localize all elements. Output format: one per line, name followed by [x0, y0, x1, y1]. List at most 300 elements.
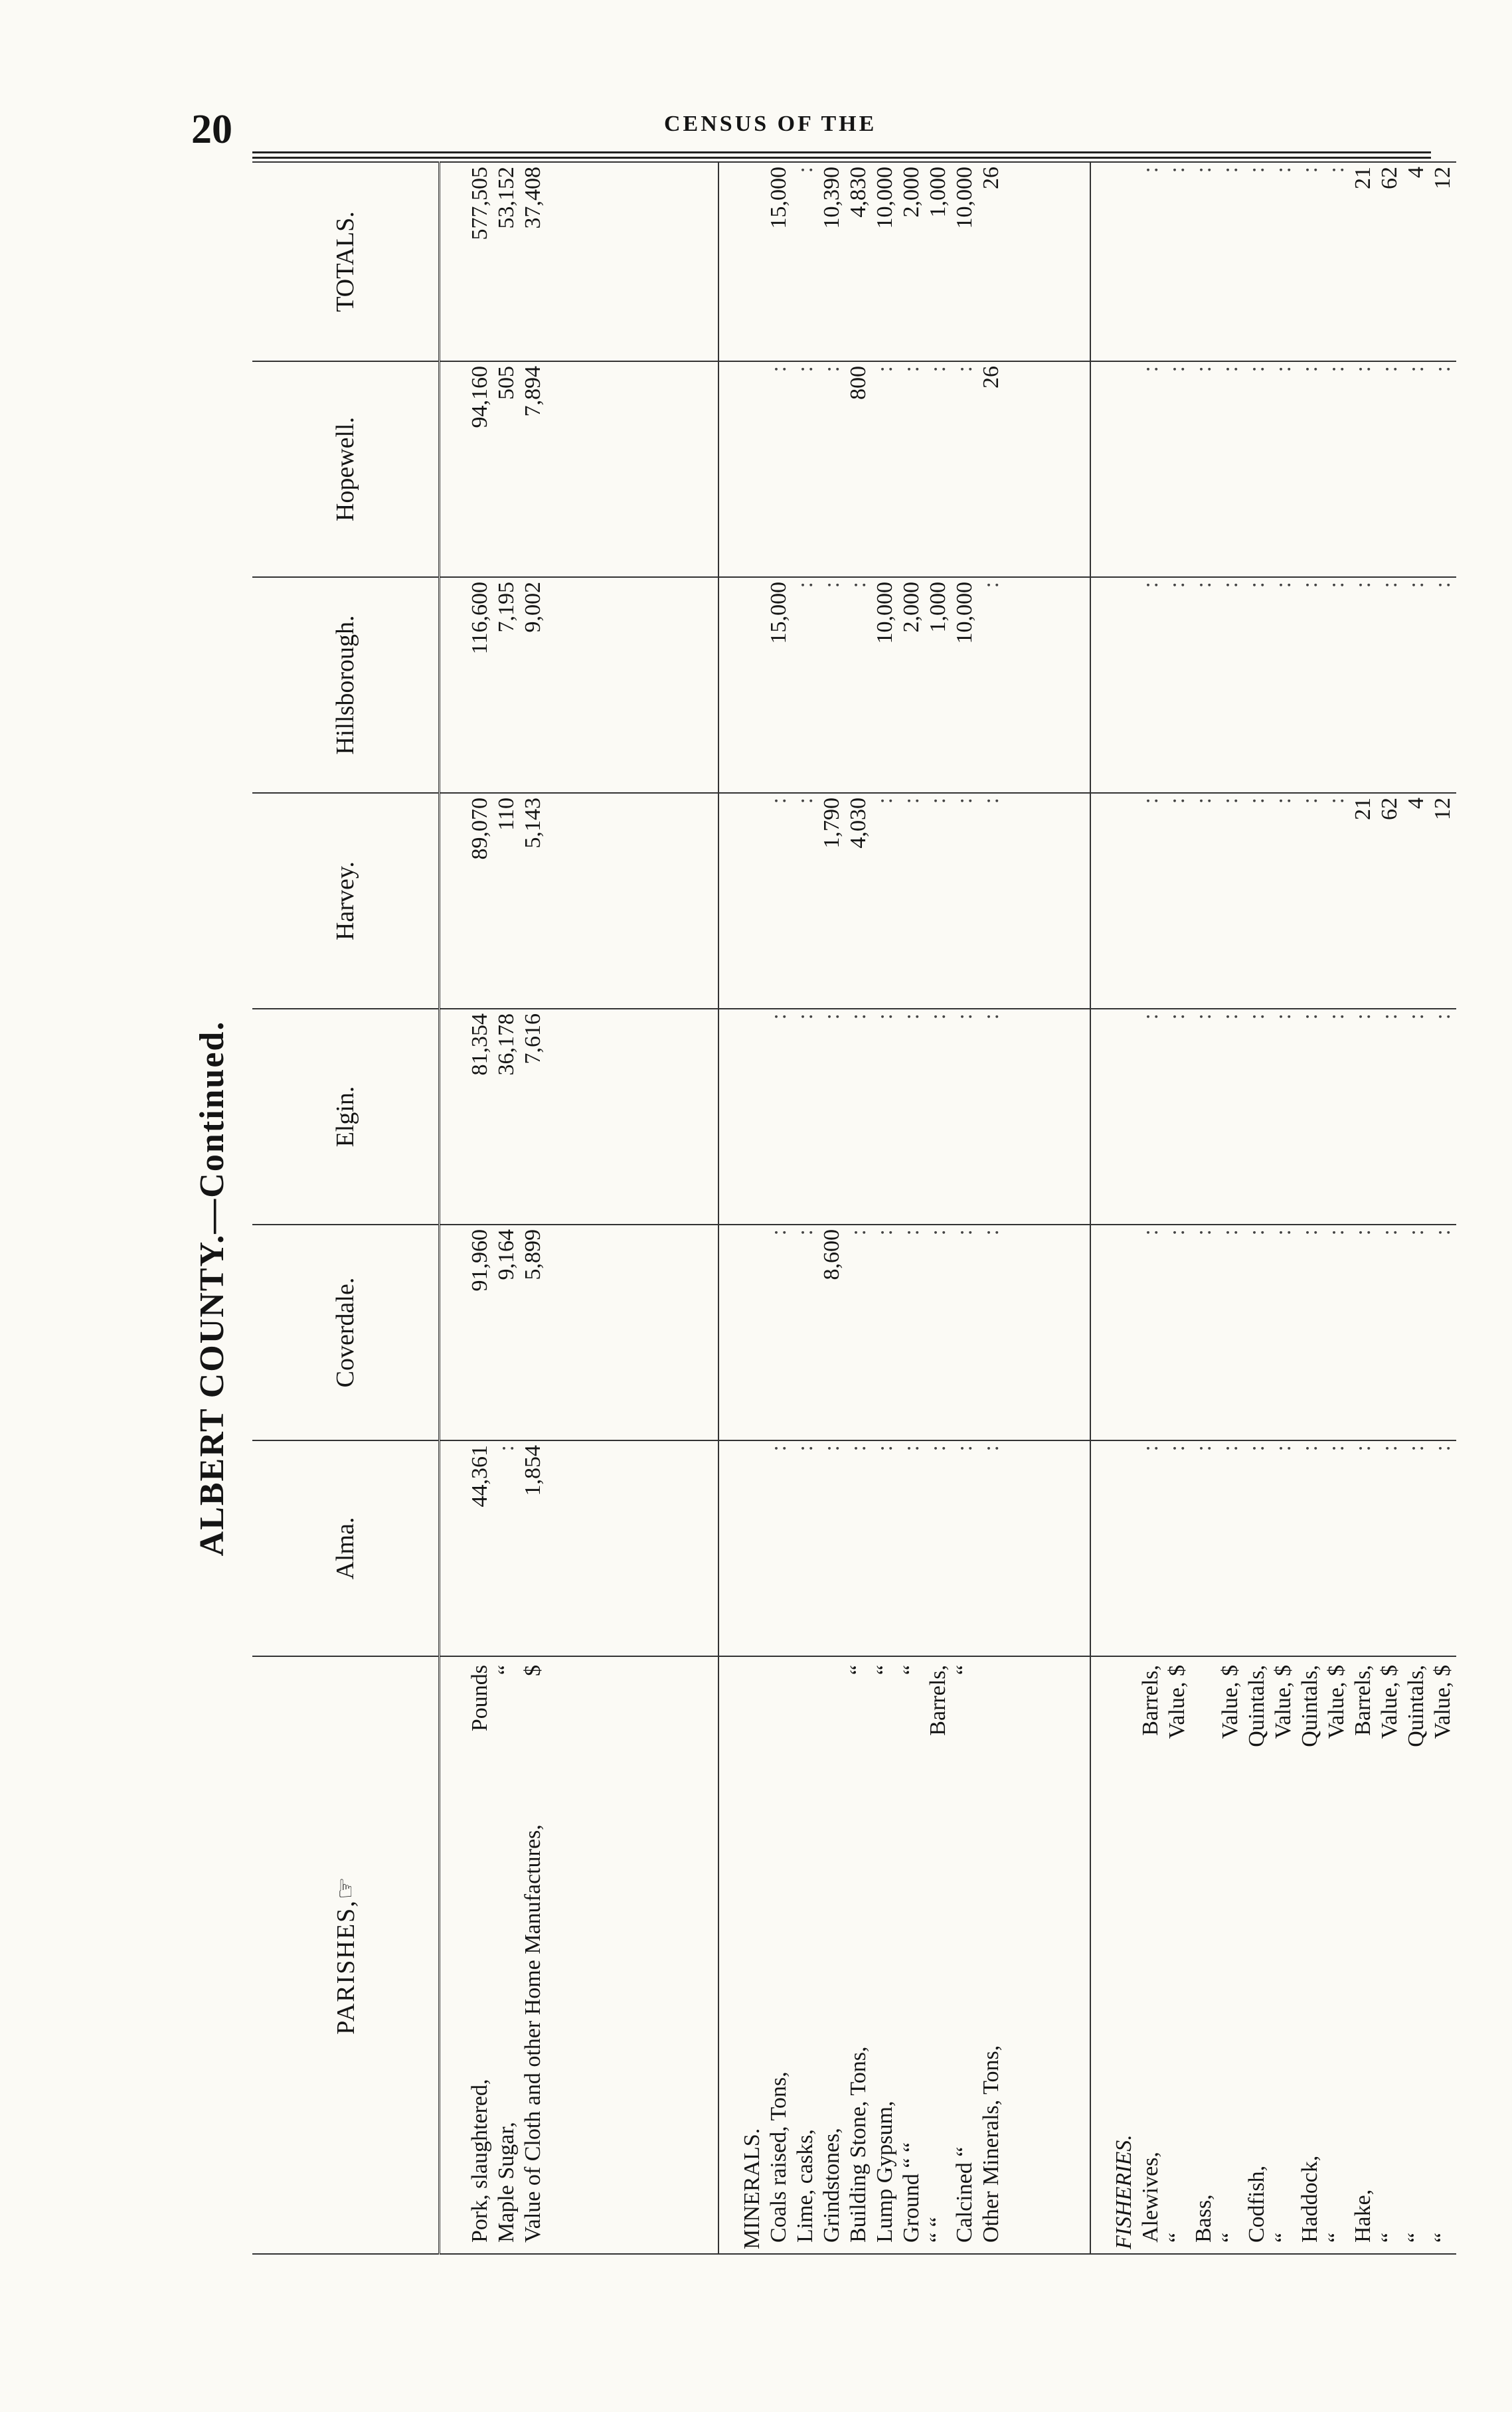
cell-value: : — [1403, 1013, 1428, 1020]
row-unit — [766, 1661, 792, 1665]
section-heading: FISHERIES. — [1111, 2134, 1136, 2249]
cell-value: : — [792, 798, 817, 804]
parish-value-cell — [440, 793, 718, 1009]
cell-value: : — [845, 1445, 871, 1452]
heading-spacer — [1111, 1445, 1137, 1652]
cell-value: : — [872, 366, 897, 373]
cell-value: 81,354 — [467, 1013, 492, 1076]
cell-value: : — [1350, 582, 1375, 588]
cell-value: : — [952, 1445, 977, 1452]
row-unit: Value, $ — [1430, 1665, 1455, 1739]
row-unit: Value, $ — [1323, 1665, 1349, 1739]
row-unit: “ — [898, 1665, 924, 1676]
cell-value: : — [952, 366, 977, 373]
cell-value: : — [1164, 798, 1189, 804]
cell-value: : — [1164, 582, 1189, 588]
cell-value: : — [1350, 366, 1375, 373]
cell-value: 9,164 — [494, 1229, 519, 1280]
total-value-cell — [1090, 162, 1456, 361]
cell-value: : — [1430, 1445, 1455, 1452]
row-label — [872, 1661, 898, 2249]
row-label — [1403, 1661, 1430, 2249]
cell-value: : — [1297, 582, 1322, 588]
cell-value: 110 — [494, 798, 519, 831]
cell-value: : — [792, 1229, 817, 1236]
cell-value: : — [898, 798, 924, 804]
row-unit: Barrels, — [1137, 1665, 1163, 1736]
heading-spacer — [1111, 798, 1137, 1004]
cell-value: : — [1217, 1445, 1242, 1452]
cell-value: : — [872, 1013, 897, 1020]
section-label-cell — [1090, 1656, 1456, 2254]
cell-value: : — [1403, 582, 1428, 588]
cell-value: 1,000 — [925, 167, 950, 218]
cell-value: : — [1430, 366, 1455, 373]
cell-value: 94,160 — [467, 366, 492, 428]
row-unit: Pounds — [467, 1665, 492, 1732]
cell-value: : — [1137, 1445, 1163, 1452]
cell-value: : — [1270, 1229, 1296, 1236]
cell-value: : — [872, 1445, 897, 1452]
row-label — [792, 1661, 819, 2249]
cell-value: : — [1430, 1229, 1455, 1236]
cell-value: 26 — [978, 366, 1003, 388]
cell-value: : — [819, 1013, 844, 1020]
cell-value: 62 — [1377, 167, 1402, 189]
parish-value-cell — [718, 1225, 1090, 1440]
cell-value: : — [1323, 167, 1349, 173]
cell-value: : — [1377, 1229, 1402, 1236]
row-label-text: Lime, casks, — [792, 2129, 817, 2243]
row-label — [1377, 1661, 1403, 2249]
cell-value: : — [1191, 1445, 1216, 1452]
cell-value: : — [1244, 1229, 1269, 1236]
heading-spacer — [739, 798, 766, 1004]
rotated-table-wrapper — [252, 163, 1455, 2255]
cell-value: : — [792, 582, 817, 588]
cell-value: 91,960 — [467, 1229, 492, 1292]
cell-value: : — [1323, 798, 1349, 804]
row-unit: “ — [872, 1665, 897, 1676]
row-unit: Quintals, — [1297, 1665, 1322, 1747]
row-label — [898, 1661, 925, 2249]
parish-value-cell — [718, 1440, 1090, 1656]
cell-value: : — [1350, 1013, 1375, 1020]
cell-value: : — [1297, 167, 1322, 173]
row-unit: Value, $ — [1377, 1665, 1402, 1739]
cell-value: 7,894 — [521, 366, 545, 417]
cell-value: : — [1323, 1445, 1349, 1452]
cell-value: 577,505 — [467, 167, 492, 240]
cell-value: : — [494, 1445, 519, 1452]
cell-value: : — [1137, 1013, 1163, 1020]
cell-value: 4 — [1403, 798, 1428, 809]
cell-value: : — [1244, 798, 1269, 804]
cell-value: : — [1323, 366, 1349, 373]
row-label — [1350, 1661, 1377, 2249]
parish-value-cell — [1090, 1009, 1456, 1225]
section-row — [718, 162, 1090, 2254]
cell-value: : — [1217, 167, 1242, 173]
cell-value: : — [898, 366, 924, 373]
row-label-text: Maple Sugar, — [494, 2122, 519, 2243]
heading-spacer — [1111, 1013, 1137, 1220]
cell-value: : — [1217, 798, 1242, 804]
cell-value: : — [792, 1013, 817, 1020]
cell-value: : — [1377, 1445, 1402, 1452]
row-label-text: Alewives, — [1137, 2152, 1163, 2243]
cell-value: : — [1217, 366, 1242, 373]
cell-value: 1,790 — [819, 798, 844, 849]
table-title: ALBERT COUNTY.—Continued. — [193, 1020, 231, 1557]
cell-value: : — [898, 1229, 924, 1236]
heading-spacer — [1111, 1229, 1137, 1436]
cell-value: : — [1164, 366, 1189, 373]
heading-spacer — [739, 1013, 766, 1220]
cell-value: : — [1164, 1229, 1189, 1236]
cell-value: : — [766, 1229, 791, 1236]
cell-value: : — [766, 1445, 791, 1452]
row-unit — [792, 1661, 819, 1665]
cell-value: : — [925, 366, 950, 373]
cell-value: : — [766, 798, 791, 804]
cell-value: 116,600 — [467, 582, 492, 655]
row-label-text: Codfish, — [1244, 2165, 1269, 2243]
cell-value: : — [1244, 167, 1269, 173]
row-label — [925, 1661, 952, 2249]
heading-spacer — [739, 167, 766, 357]
cell-value: 505 — [494, 366, 519, 400]
cell-value: 1,000 — [925, 582, 950, 633]
cell-value: 10,000 — [952, 167, 977, 229]
row-label-text: Pork, slaughtered, — [467, 2079, 492, 2243]
cell-value: : — [1191, 582, 1216, 588]
cell-value: : — [952, 1013, 977, 1020]
cell-value: : — [1191, 1229, 1216, 1236]
cell-value: 10,000 — [952, 582, 977, 644]
row-unit: Value, $ — [1164, 1665, 1189, 1739]
cell-value: : — [952, 798, 977, 804]
cell-value: : — [925, 798, 950, 804]
cell-value: : — [952, 1229, 977, 1236]
cell-value: : — [1323, 1229, 1349, 1236]
cell-value: 4,030 — [845, 798, 871, 849]
cell-value: : — [1270, 366, 1296, 373]
parish-header-coverdale: Coverdale. — [252, 1225, 440, 1440]
cell-value: : — [1164, 1013, 1189, 1020]
row-label — [978, 1661, 1005, 2249]
row-label — [1323, 1661, 1350, 2249]
parish-value-cell — [1090, 1440, 1456, 1656]
cell-value: : — [819, 582, 844, 588]
row-label — [845, 1661, 872, 2249]
cell-value: : — [792, 366, 817, 373]
cell-value: 2,000 — [898, 167, 924, 218]
cell-value: 10,390 — [819, 167, 844, 229]
cell-value: 15,000 — [766, 582, 791, 644]
cell-value: 7,195 — [494, 582, 519, 633]
cell-value: : — [1270, 167, 1296, 173]
cell-value: 12 — [1430, 798, 1455, 820]
cell-value: 15,000 — [766, 167, 791, 229]
row-label — [1137, 1661, 1164, 2249]
census-table — [252, 161, 1456, 2255]
row-label — [1270, 1661, 1297, 2249]
cell-value: : — [1297, 1229, 1322, 1236]
cell-value: : — [819, 1445, 844, 1452]
row-label — [1430, 1661, 1456, 2249]
parish-header-elgin: Elgin. — [252, 1009, 440, 1225]
cell-value: 8,600 — [819, 1229, 844, 1280]
cell-value: : — [1350, 1229, 1375, 1236]
section-label-cell — [718, 1656, 1090, 2254]
cell-value: : — [1270, 1445, 1296, 1452]
cell-value: 5,143 — [521, 798, 545, 849]
cell-value: 5,899 — [521, 1229, 545, 1280]
cell-value: : — [1403, 1229, 1428, 1236]
table-body — [440, 162, 1456, 2254]
row-label-text: “ — [1323, 2232, 1349, 2243]
row-label-text: Hake, — [1350, 2189, 1375, 2243]
cell-value: : — [1430, 1013, 1455, 1020]
row-label-text: Grindstones, — [819, 2128, 844, 2243]
row-label-text: Lump Gypsum, — [872, 2101, 897, 2243]
parish-header-hopewell: Hopewell. — [252, 361, 440, 577]
row-label-text: Haddock, — [1297, 2155, 1322, 2243]
cell-value: 36,178 — [494, 1013, 519, 1076]
cell-value: 4,830 — [845, 167, 871, 218]
cell-value: 26 — [978, 167, 1003, 189]
cell-value: 21 — [1350, 167, 1375, 189]
cell-value: : — [766, 366, 791, 373]
row-unit: Quintals, — [1244, 1665, 1269, 1747]
row-unit — [978, 1661, 1005, 1665]
cell-value: : — [925, 1229, 950, 1236]
cell-value: : — [1403, 366, 1428, 373]
row-unit — [819, 1661, 845, 1665]
section-row — [1090, 162, 1456, 2254]
cell-value: : — [1297, 798, 1322, 804]
heading-spacer — [1111, 167, 1137, 357]
parish-value-cell — [1090, 361, 1456, 577]
row-unit: Quintals, — [1403, 1665, 1428, 1747]
cell-value: : — [766, 1013, 791, 1020]
cell-value: 10,000 — [872, 582, 897, 644]
cell-value: : — [1270, 582, 1296, 588]
row-unit: “ — [845, 1665, 871, 1676]
row-label-text: “ — [1403, 2232, 1428, 2243]
cell-value: : — [845, 1013, 871, 1020]
row-label — [819, 1661, 845, 2249]
row-unit: “ — [494, 1665, 519, 1676]
parish-value-cell — [440, 361, 718, 577]
cell-value: : — [1164, 167, 1189, 173]
cell-value: : — [819, 366, 844, 373]
cell-value: : — [1137, 582, 1163, 588]
cell-value: : — [1350, 1445, 1375, 1452]
cell-value: : — [792, 167, 817, 173]
title-container — [193, 790, 246, 1786]
cell-value: 9,002 — [521, 582, 545, 633]
cell-value: 21 — [1350, 798, 1375, 820]
parish-value-cell — [1090, 1225, 1456, 1440]
cell-value: : — [1191, 366, 1216, 373]
row-label-text: Building Stone, Tons, — [845, 2046, 871, 2243]
cell-value: : — [1377, 366, 1402, 373]
cell-value: : — [1217, 582, 1242, 588]
heading-spacer — [1111, 366, 1137, 572]
cell-value: 89,070 — [467, 798, 492, 860]
cell-value: : — [978, 1013, 1003, 1020]
cell-value: : — [1191, 167, 1216, 173]
row-label-text: “ — [1270, 2232, 1296, 2243]
cell-value: : — [1191, 1013, 1216, 1020]
totals-header: TOTALS. — [252, 162, 440, 361]
cell-value: 4 — [1403, 167, 1428, 178]
cell-value: : — [1191, 798, 1216, 804]
cell-value: 62 — [1377, 798, 1402, 820]
row-unit: Value, $ — [1270, 1665, 1296, 1739]
cell-value: : — [1217, 1013, 1242, 1020]
row-label — [766, 1661, 792, 2249]
cell-value: : — [1217, 1229, 1242, 1236]
cell-value: : — [1137, 798, 1163, 804]
parish-value-cell — [440, 1009, 718, 1225]
parish-value-cell — [440, 1225, 718, 1440]
cell-value: 2,000 — [898, 582, 924, 633]
cell-value: : — [978, 798, 1003, 804]
table-frame — [252, 163, 1455, 2255]
cell-value: : — [1323, 582, 1349, 588]
cell-value: : — [872, 1229, 897, 1236]
heading-spacer — [739, 1445, 766, 1652]
heading-spacer — [739, 1229, 766, 1436]
total-value-cell — [440, 162, 718, 361]
cell-value: : — [1377, 582, 1402, 588]
row-label-text: “ — [1164, 2232, 1189, 2243]
parish-value-cell — [1090, 793, 1456, 1009]
cell-value: : — [1137, 167, 1163, 173]
cell-value: : — [978, 1445, 1003, 1452]
cell-value: 1,854 — [521, 1445, 545, 1496]
row-unit: “ — [952, 1665, 977, 1676]
row-unit: $ — [521, 1665, 545, 1676]
cell-value: : — [978, 1229, 1003, 1236]
row-label — [520, 1661, 546, 2249]
cell-value: 800 — [845, 366, 871, 400]
cell-value: : — [1164, 1445, 1189, 1452]
row-label-text: “ — [1430, 2232, 1455, 2243]
row-label-text: Value of Cloth and other Home Manufactures, — [521, 1824, 545, 2243]
row-label-text: Calcined “ — [952, 2146, 977, 2243]
cell-value: 10,000 — [872, 167, 897, 229]
cell-value: : — [1430, 582, 1455, 588]
row-label — [493, 1661, 520, 2249]
row-unit: Barrels, — [1350, 1665, 1375, 1736]
section-heading: MINERALS. — [739, 2128, 764, 2249]
row-label-text: Other Minerals, Tons, — [978, 2045, 1003, 2243]
row-unit: Value, $ — [1217, 1665, 1242, 1739]
parish-header-alma: Alma. — [252, 1440, 440, 1656]
header-row — [252, 162, 440, 2254]
cell-value: : — [1244, 366, 1269, 373]
row-label — [1217, 1661, 1244, 2249]
parishes-header: PARISHES,☞ — [252, 1656, 440, 2254]
section-label-cell — [440, 1656, 718, 2254]
cell-value: : — [1137, 366, 1163, 373]
parish-value-cell — [718, 361, 1090, 577]
cell-value: : — [925, 1445, 950, 1452]
row-label — [1297, 1661, 1323, 2249]
cell-value: : — [1297, 1013, 1322, 1020]
row-label-text: Bass, — [1191, 2194, 1216, 2243]
cell-value: 12 — [1430, 167, 1455, 189]
top-rule-double — [252, 157, 1431, 159]
total-value-cell — [718, 162, 1090, 361]
cell-value: : — [845, 582, 871, 588]
parish-value-cell — [718, 1009, 1090, 1225]
row-label-text: “ — [1377, 2232, 1402, 2243]
cell-value: : — [978, 582, 1003, 588]
cell-value: : — [898, 1013, 924, 1020]
cell-value: : — [1323, 1013, 1349, 1020]
running-head: CENSUS OF THE — [664, 112, 877, 136]
page-number: 20 — [191, 107, 232, 152]
cell-value: : — [1403, 1445, 1428, 1452]
parish-value-cell — [1090, 577, 1456, 793]
row-label-text: Coals raised, Tons, — [766, 2071, 791, 2243]
row-label-text: “ “ — [925, 2217, 950, 2243]
section-row — [440, 162, 718, 2254]
parish-header-harvey: Harvey. — [252, 793, 440, 1009]
row-label — [1164, 1661, 1191, 2249]
cell-value: : — [1244, 582, 1269, 588]
row-unit — [1191, 1661, 1217, 1665]
cell-value: 44,361 — [467, 1445, 492, 1508]
parish-value-cell — [440, 577, 718, 793]
heading-spacer — [739, 366, 766, 572]
cell-value: : — [1244, 1445, 1269, 1452]
row-label-text: “ — [1217, 2232, 1242, 2243]
row-label — [952, 1661, 978, 2249]
cell-value: : — [1297, 1445, 1322, 1452]
cell-value: 37,408 — [521, 167, 545, 229]
top-rule — [252, 151, 1431, 153]
row-label-text: Ground “ “ — [898, 2142, 924, 2243]
row-label — [1244, 1661, 1270, 2249]
parish-value-cell — [440, 1440, 718, 1656]
cell-value: : — [1244, 1013, 1269, 1020]
cell-value: : — [1270, 798, 1296, 804]
cell-value: : — [792, 1445, 817, 1452]
parish-value-cell — [718, 577, 1090, 793]
cell-value: 7,616 — [521, 1013, 545, 1065]
row-label — [467, 1661, 493, 2249]
heading-spacer — [739, 582, 766, 788]
cell-value: : — [845, 1229, 871, 1236]
row-label — [1191, 1661, 1217, 2249]
cell-value: : — [872, 798, 897, 804]
cell-value: : — [1297, 366, 1322, 373]
parish-value-cell — [718, 793, 1090, 1009]
cell-value: : — [1270, 1013, 1296, 1020]
row-unit: Barrels, — [925, 1665, 950, 1736]
heading-spacer — [1111, 582, 1137, 788]
cell-value: 53,152 — [494, 167, 519, 229]
parish-header-hillsborough: Hillsborough. — [252, 577, 440, 793]
cell-value: : — [1137, 1229, 1163, 1236]
cell-value: : — [898, 1445, 924, 1452]
